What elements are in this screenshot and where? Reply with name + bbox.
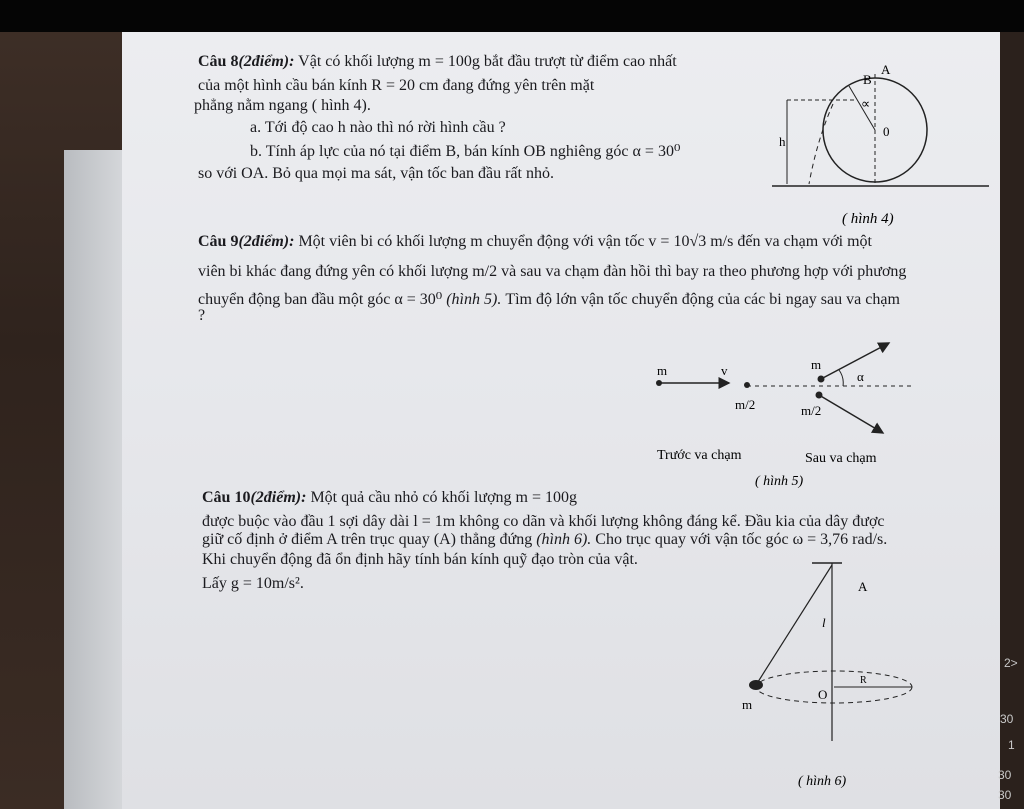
fig4-label-alpha: ∝ [861,96,871,111]
figure-4 [767,60,997,230]
q10-text3b: (hình 6). [536,531,592,548]
q8-line3: phẳng nằm ngang ( hình 4). [194,97,371,114]
q8-label: Câu 8 [198,53,239,70]
fig6-label-r: R [860,675,867,686]
fig5-ball-m2-before [744,382,750,388]
fig6-ball [749,680,763,690]
fig5-arrow-m2-after [819,395,883,433]
q10-line2: được buộc vào đầu 1 sợi dây dài l = 1m không co dãn và khối lượng không đáng kể. Đầu kia của dây được [202,513,885,530]
fig5-arrow-m-after [821,343,889,379]
q8-points: (2điểm): [238,53,295,70]
fig4-label-h: h [779,134,786,149]
figure-6 [742,557,932,802]
q8-line1 [198,52,677,72]
fig6-label-l: l [822,615,826,630]
side-note-1: 2> [1004,656,1018,670]
q10-line3 [202,530,887,550]
q9-text3c: Tìm độ lớn vận tốc chuyển động của các bi ngay sau va chạm [505,291,900,308]
fig6-label-m: m [742,697,753,712]
fig6-label-o: O [818,687,828,702]
fig4-label-o: 0 [883,124,890,139]
fig4-trajectory [809,104,833,184]
side-note-4: 30 [998,768,1012,782]
side-note-2: 30 [1000,712,1014,726]
fig6-label-a: A [858,579,868,594]
fig6-caption: ( hình 6) [798,774,847,789]
q9-points: (2điểm): [238,233,295,250]
fig4-label-a: A [881,62,891,77]
q10-line5: Lấy g = 10m/s². [202,575,304,592]
fig5-label-m2-after: m/2 [801,403,822,418]
q8-line-end: so với OA. Bỏ qua mọi ma sát, vận tốc ban đầu rất nhỏ. [198,165,554,182]
q10-label: Câu 10 [202,489,251,506]
side-note-3: 1 [1008,738,1015,752]
top-dark-bar [0,0,1024,32]
q10-line4: Khi chuyển động đã ổn định hãy tính bán kính quỹ đạo tròn của vật. [202,551,638,568]
figure-5 [647,337,987,497]
q10-points: (2điểm): [250,489,307,506]
fig5-label-m-after: m [811,357,822,372]
exam-page [122,32,1000,809]
q10-text3a: giữ cố định ở điểm A trên trục quay (A) thẳng đứng [202,531,533,548]
q9-label: Câu 9 [198,233,239,250]
fig5-label-alpha: α [857,369,864,384]
q9-line3 [198,290,900,310]
q10-text1: Một quả cầu nhỏ có khối lượng m = 100g [310,489,578,506]
fig5-label-before: Trước va chạm [657,448,742,463]
fig5-caption: ( hình 5) [755,474,804,489]
fig5-label-m-before: m [657,363,668,378]
side-note-5: 30 [998,788,1012,802]
fig4-label-b: B [863,72,872,87]
q8-part-a: a. Tới độ cao h nào thì nó rời hình cầu ? [250,119,506,136]
q10-text3c: Cho trục quay với vận tốc góc ω = 3,76 rad/s. [595,531,888,548]
q8-line2: của một hình cầu bán kính R = 20 cm đang đứng yên trên mặt [198,77,595,94]
fig5-label-after: Sau va chạm [805,451,877,466]
q9-text3a: chuyển động ban đầu một góc α = 30⁰ [198,291,443,308]
fig5-label-m2-before: m/2 [735,397,756,412]
q9-line2: viên bi khác đang đứng yên có khối lượng m/2 và sau va chạm đàn hồi thì bay ra theo phương hợp với phương [198,263,907,280]
q10-line1 [202,488,577,508]
q9-line1 [198,232,872,252]
q9-text1: Một viên bi có khối lượng m chuyển động với vận tốc v = 10√3 m/s đến va chạm với một [298,233,872,250]
q8-text1: Vật có khối lượng m = 100g bắt đầu trượt từ điểm cao nhất [298,53,677,70]
fig4-caption: ( hình 4) [842,211,894,227]
fig6-string [756,565,832,685]
q9-text3b: (hình 5). [446,291,502,308]
fig5-label-v: v [721,363,728,378]
q8-part-b: b. Tính áp lực của nó tại điểm B, bán kính OB nghiêng góc α = 30⁰ [250,143,681,160]
q9-line4: ? [198,307,206,324]
fig5-angle-arc [839,370,843,386]
